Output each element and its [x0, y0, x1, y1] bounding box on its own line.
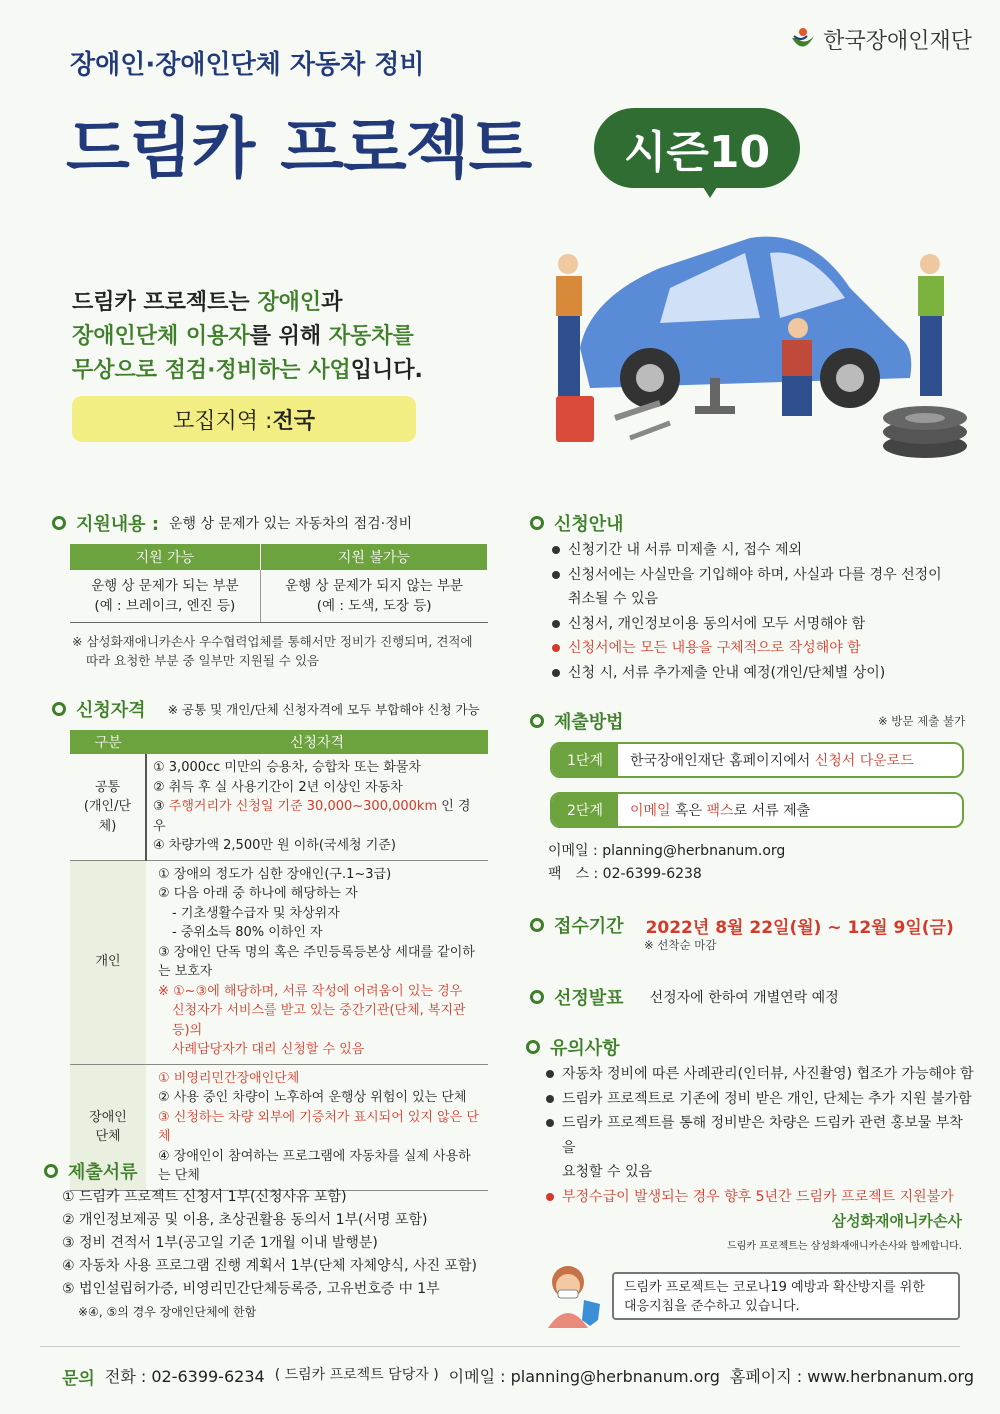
intro-text-part: 를 위해 — [249, 324, 329, 349]
page-title — [66, 95, 531, 190]
qual-title: 신청자격 — [76, 700, 146, 721]
support-note-line: ※ 삼성화재애니카손사 우수협력업체를 통해서만 정비가 진행되며, 견적에 — [72, 634, 473, 649]
step-text — [618, 800, 810, 820]
title-project: 프로젝트 — [280, 110, 532, 187]
caution-item: 자동차 정비에 따른 사례관리(인터뷰, 사진촬영) 협조가 가능해야 함 — [544, 1062, 974, 1087]
bullet-circle-icon — [52, 702, 66, 716]
covid-line: 대응지침을 준수하고 있습니다. — [624, 1299, 800, 1314]
support-yes-example: (예 : 브레이크, 엔진 등) — [94, 598, 236, 614]
guide-title: 신청안내 — [554, 514, 624, 535]
footer-divider — [40, 1346, 960, 1347]
foundation-logo-icon — [789, 26, 817, 54]
intro-text-part: 과 — [321, 290, 343, 315]
step-highlight: 신청서 다운로드 — [814, 753, 914, 769]
support-no-example: (예 : 도색, 도장 등) — [316, 598, 432, 614]
period-note: ※ 선착순 마감 — [644, 938, 717, 952]
period-value: 2022년 8월 22일(월) ~ 12월 9일(금) — [645, 917, 954, 938]
step-highlight: 이메일 — [630, 803, 671, 819]
qual-item-note: 신청자가 서비스를 받고 있는 중간기관(단체, 복지관 등)의 — [172, 1003, 466, 1038]
header-subtitle: 장애인·장애인단체 자동차 정비 — [70, 50, 425, 80]
intro-highlight: 자동차를 — [328, 324, 414, 349]
guide-list — [550, 538, 970, 685]
region-box — [72, 396, 416, 442]
caution-title: 유의사항 — [550, 1038, 620, 1059]
region-label: 모집지역 : — [173, 408, 273, 434]
qual-table — [70, 730, 488, 1191]
bullet-circle-icon — [530, 714, 544, 728]
qual-group-criteria — [146, 1064, 488, 1190]
intro-text-part: 입니다. — [350, 358, 423, 383]
qual-item: - 중위소득 80% 이하인 자 — [172, 925, 323, 940]
step-label: 2단계 — [552, 794, 618, 826]
qual-label-text: 단체 — [95, 1129, 121, 1144]
docs-note: ※④, ⑤의 경우 장애인단체에 한함 — [78, 1305, 257, 1319]
submit-title: 제출방법 — [554, 712, 624, 733]
guide-item — [550, 563, 970, 612]
step-text-part: 혹은 — [670, 803, 707, 819]
submit-section-title — [530, 708, 624, 734]
region-value: 전국 — [272, 408, 315, 434]
guide-item-highlight: 신청서에는 모든 내용을 구체적으로 작성해야 함 — [550, 636, 970, 661]
shield-icon — [582, 1300, 600, 1326]
support-yes-cell — [70, 570, 260, 623]
caution-item-line: 요청할 수 있음 — [562, 1164, 653, 1180]
guide-section-title — [530, 510, 624, 536]
covid-line: 드림카 프로젝트는 코로나19 예방과 확산방지를 위한 — [624, 1280, 925, 1295]
car-repair-illustration — [520, 228, 970, 468]
qual-item: ③ 신청하는 차량 외부에 기증처가 표시되어 있지 않은 단체 — [158, 1109, 479, 1144]
qual-label-text: (개인/단체) — [83, 799, 132, 834]
docs-item: ⑤ 법인설립허가증, 비영리민간단체등록증, 고유번호증 中 1부 — [62, 1281, 440, 1297]
sponsor-block — [727, 1210, 962, 1252]
footer-phone-note: ( 드림카 프로젝트 담당자 ) — [274, 1367, 439, 1383]
footer-website[interactable]: 홈페이지 : www.herbnanum.org — [729, 1367, 975, 1386]
guide-item: 신청서, 개인정보이용 동의서에 모두 서명해야 함 — [550, 612, 970, 637]
mechanic-center-icon — [788, 318, 808, 338]
foundation-logo-text: 한국장애인재단 — [823, 29, 972, 54]
support-desc: 운행 상 문제가 있는 자동차의 점검·정비 — [169, 516, 413, 532]
support-table — [70, 544, 488, 623]
support-title: 지원내용 : — [76, 514, 160, 535]
caution-item — [544, 1111, 974, 1185]
qual-item-note: ※ ①~③에 해당하며, 서류 작성에 어려움이 있는 경우 — [158, 983, 463, 999]
bullet-circle-icon — [530, 918, 544, 932]
qual-item: ② 다음 아래 중 하나에 해당하는 자 — [158, 886, 358, 901]
announce-value: 선정자에 한하여 개별연락 예정 — [649, 990, 839, 1006]
support-note — [72, 632, 473, 670]
guide-item-line: 취소될 수 있음 — [568, 591, 659, 607]
step-label: 1단계 — [552, 744, 618, 776]
submit-step-2 — [550, 792, 964, 828]
qual-label-text: 장애인 — [89, 1109, 127, 1125]
mechanic-left-icon — [558, 254, 578, 274]
qual-item — [153, 797, 482, 836]
announce-title: 선정발표 — [554, 988, 624, 1009]
sponsor-name: 삼성화재애니카손사 — [831, 1212, 962, 1230]
support-col-no: 지원 불가능 — [260, 544, 487, 570]
docs-item: ④ 자동차 사용 프로그램 진행 계획서 1부(단체 자체양식, 사진 포함) — [62, 1258, 477, 1274]
qual-item: ④ 장애인이 참여하는 프로그램에 자동차를 실제 사용하는 단체 — [158, 1148, 471, 1183]
qual-item-part: ③ — [153, 799, 169, 814]
support-note-line: 따라 요청한 부분 중 일부만 지원될 수 있음 — [86, 653, 320, 668]
qual-item: ② 사용 중인 차량이 노후하여 운행상 위험이 있는 단체 — [158, 1090, 467, 1105]
caution-section-title — [526, 1034, 620, 1060]
sponsor-desc: 드림카 프로젝트는 삼성화재애니카손사와 함께합니다. — [727, 1241, 962, 1252]
qual-item-part: 인 경우 — [153, 799, 471, 834]
bullet-circle-icon — [44, 1164, 58, 1178]
qual-item-note: 사례담당자가 대리 신청할 수 있음 — [172, 1042, 365, 1057]
qual-common-criteria — [146, 754, 488, 860]
intro-highlight: 무상으로 점검·정비하는 사업 — [72, 358, 351, 383]
bullet-circle-icon — [52, 516, 66, 530]
bullet-circle-icon — [530, 516, 544, 530]
docs-title: 제출서류 — [68, 1162, 138, 1183]
docs-item: ③ 정비 견적서 1부(공고일 기준 1개월 이내 발행분) — [62, 1235, 378, 1251]
intro-highlight: 장애인 — [257, 290, 322, 315]
support-section-title — [52, 510, 412, 536]
docs-list — [62, 1186, 477, 1324]
caution-list — [544, 1062, 974, 1209]
title-dreamcar: 드림카 — [66, 110, 255, 187]
qual-item: ① 장애의 정도가 심한 장애인(구.1~3급) — [158, 866, 392, 882]
qual-col-category: 구분 — [70, 730, 146, 754]
announce-section-title — [530, 984, 839, 1010]
qual-item: ④ 차량가액 2,500만 원 이하(국세청 기준) — [153, 838, 396, 853]
guide-item: 신청기간 내 서류 미제출 시, 접수 제외 — [550, 538, 970, 563]
footer-label: 문의 — [62, 1369, 95, 1389]
season-badge-tail — [696, 176, 724, 198]
bullet-circle-icon — [526, 1040, 540, 1054]
submit-email: 이메일 : planning@herbnanum.org — [548, 843, 786, 859]
caution-item-highlight: 부정수급이 발생되는 경우 향후 5년간 드림카 프로젝트 지원불가 — [544, 1185, 974, 1210]
mechanic-right-icon — [920, 254, 940, 274]
guide-item: 신청 시, 서류 추가제출 안내 예정(개인/단체별 상이) — [550, 661, 970, 686]
intro-text-part: 드림카 프로젝트는 — [72, 290, 258, 315]
qual-item-highlight: 주행거리가 신청일 기준 30,000~300,000km — [168, 799, 438, 814]
docs-item: ① 드림카 프로젝트 신청서 1부(신청사유 포함) — [62, 1189, 347, 1205]
qual-item: ① 비영리민간장애인단체 — [158, 1070, 300, 1086]
season-badge: 시즌10 — [594, 108, 800, 188]
qual-section-title — [52, 696, 480, 722]
step-text-part: 한국장애인재단 홈페이지에서 — [630, 753, 815, 769]
intro-text — [72, 286, 423, 388]
qual-item: - 기초생활수급자 및 차상위자 — [172, 905, 340, 921]
footer-email[interactable]: 이메일 : planning@herbnanum.org — [448, 1367, 720, 1386]
caution-item: 드림카 프로젝트로 기존에 정비 받은 개인, 단체는 추가 지원 불가함 — [544, 1087, 974, 1112]
step-highlight: 팩스 — [706, 803, 734, 819]
support-col-yes: 지원 가능 — [70, 544, 260, 570]
qual-item: ① 3,000cc 미만의 승용차, 승합차 또는 화물차 — [153, 760, 421, 775]
oil-can-icon — [556, 396, 594, 442]
docs-item: ② 개인정보제공 및 이용, 초상권활용 동의서 1부(서명 포함) — [62, 1212, 428, 1228]
footer-contact — [62, 1364, 974, 1389]
masked-person-icon — [544, 1262, 606, 1328]
qual-common-label — [70, 754, 146, 860]
period-section-title — [530, 912, 954, 938]
guide-item-line: 신청서에는 사실만을 기입해야 하며, 사실과 다를 경우 선정이 — [568, 566, 942, 583]
qual-item: ② 취득 후 실 사용기간이 2년 이상인 자동차 — [153, 779, 403, 795]
qual-item: ③ 장애인 단독 명의 혹은 주민등록등본상 세대를 같이하는 보호자 — [158, 944, 475, 979]
qual-label-text: 공통 — [94, 779, 121, 795]
support-yes-text: 운행 상 문제가 되는 부분 — [91, 578, 239, 594]
bullet-circle-icon — [530, 990, 544, 1004]
qual-col-criteria: 신청자격 — [146, 730, 488, 754]
step-text-part: 로 서류 제출 — [733, 803, 811, 819]
submit-note: ※ 방문 제출 불가 — [878, 714, 966, 728]
submit-contacts — [548, 840, 785, 886]
step-text — [618, 750, 914, 770]
qual-note: ※ 공통 및 개인/단체 신청자격에 모두 부합해야 신청 가능 — [167, 702, 480, 717]
period-title: 접수기간 — [554, 916, 624, 937]
footer-phone: 전화 : 02-6399-6234 — [104, 1367, 265, 1386]
support-no-cell — [260, 570, 487, 623]
covid-notice — [612, 1272, 960, 1320]
submit-step-1 — [550, 742, 964, 778]
qual-individual-label: 개인 — [70, 860, 146, 1064]
submit-fax: 팩 스 : 02-6399-6238 — [548, 866, 702, 882]
foundation-logo — [789, 24, 972, 55]
caution-item-line: 드림카 프로젝트를 통해 정비받은 차량은 드림카 관련 홍보물 부착을 — [562, 1115, 963, 1156]
qual-individual-criteria — [146, 860, 488, 1064]
docs-section-title — [44, 1158, 138, 1184]
support-no-text: 운행 상 문제가 되지 않는 부분 — [285, 578, 464, 594]
intro-highlight: 장애인단체 이용자 — [72, 324, 250, 349]
tire-stack-icon — [883, 406, 967, 458]
